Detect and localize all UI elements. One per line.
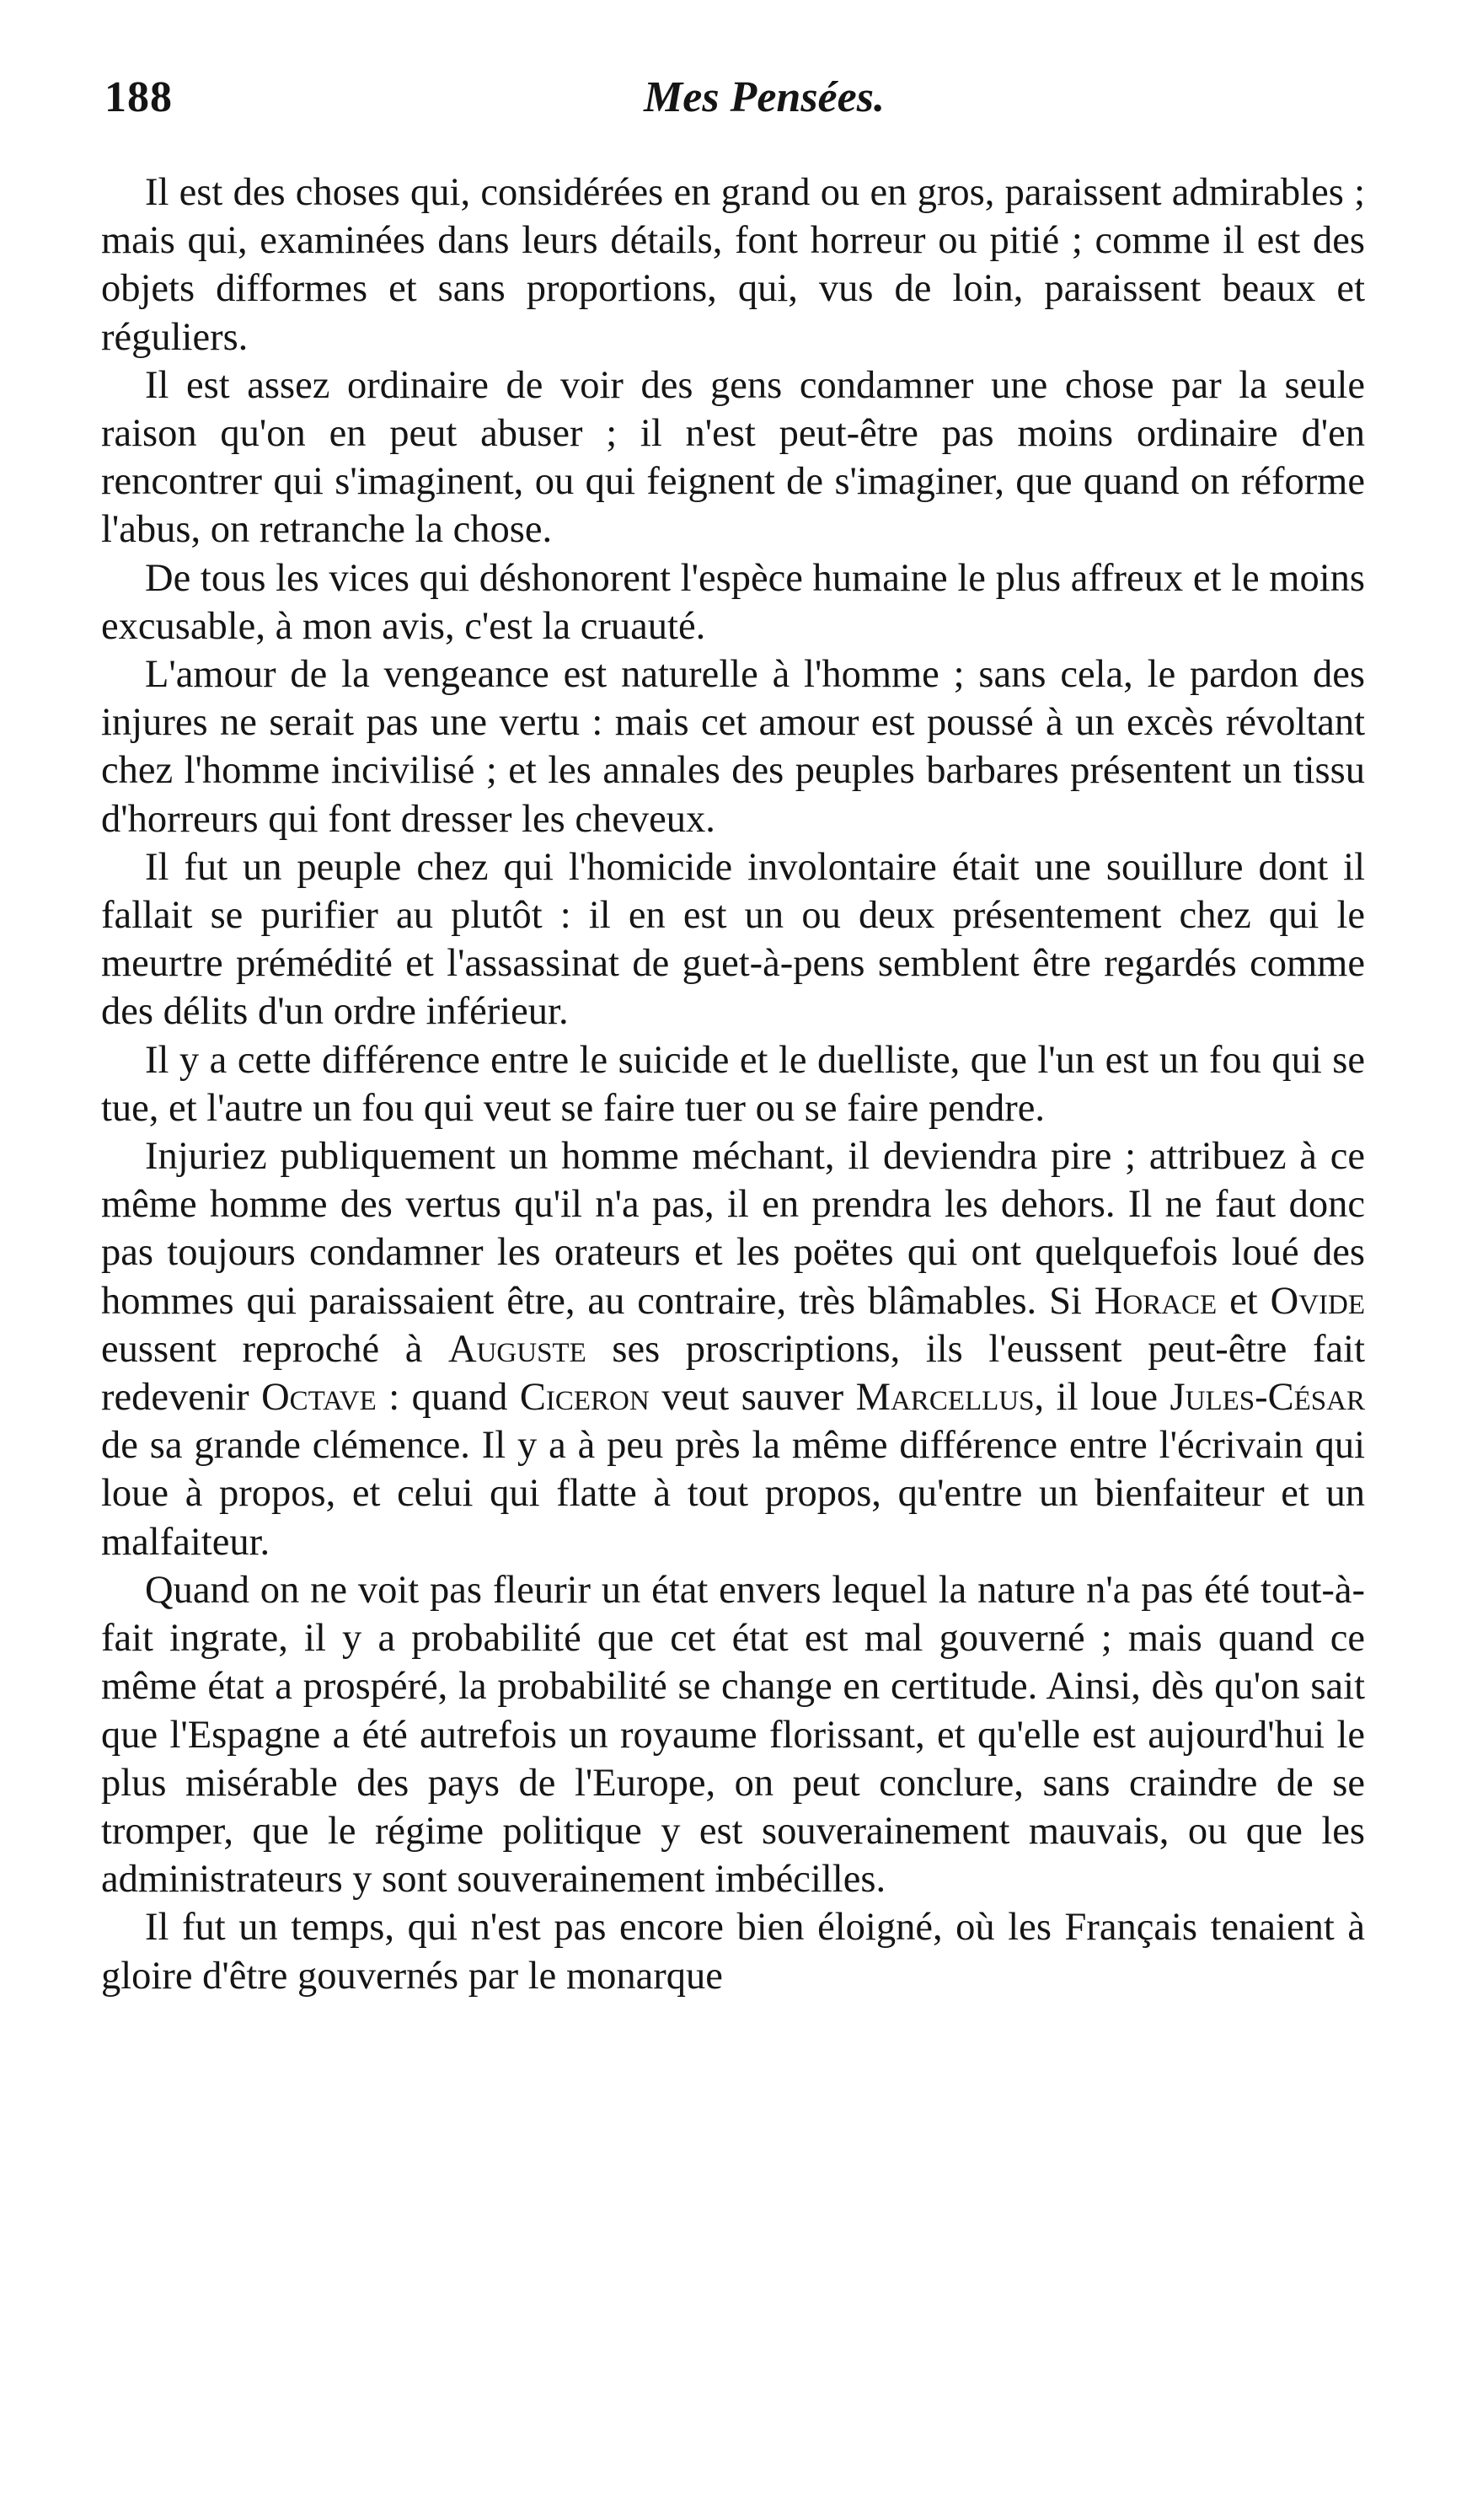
proper-name: Jules-César xyxy=(1170,1376,1365,1420)
paragraph: L'amour de la vengeance est naturelle à l'homme ; sans cela, le pardon des injures ne serait pas une vertu : mais cet amour est poussé à un excès révoltant chez l'homme incivilisé ; et les annales des peuples barbares présentent un tissu d'horreurs qui font dresser les cheveux. xyxy=(101,653,1365,841)
page-number: 188 xyxy=(104,73,173,121)
proper-name: Ciceron xyxy=(519,1376,650,1420)
paragraph: Injuriez publiquement un homme méchant, il deviendra pire ; attribuez à ce même homme des vertus qu'il n'a pas, il en prendra les dehors. Il ne faut donc pas toujours condamner les orateurs et les poëtes qui ont quelquefois loué des hommes qui paraissaient être, au contraire, très blâmables. Si Horace et Ovide eussent reproché à Auguste ses proscriptions, ils l'eussent peut-être fait redevenir Octave : quand Ciceron veut sauver Marcellus, il loue Jules-César de sa grande clémence. Il y a à peu près la même différence entre l'écrivain qui loue à propos, et celui qui flatte à tout propos, qu'entre un bienfaiteur et un malfaiteur. xyxy=(101,1135,1366,1564)
running-title: Mes Pensées. xyxy=(644,73,885,121)
paragraph: Il fut un temps, qui n'est pas encore bien éloigné, où les Français tenaient à gloire d'être gouvernés par le monarque xyxy=(101,1906,1365,1998)
proper-name: Marcellus xyxy=(855,1376,1035,1420)
proper-name: Auguste xyxy=(448,1327,586,1371)
proper-name: Horace xyxy=(1094,1279,1218,1323)
proper-name: Octave xyxy=(261,1376,377,1420)
paragraph: Il y a cette différence entre le suicide et le duelliste, que l'un est un fou qui se tue, et l'autre un fou qui veut se faire tuer ou se faire pendre. xyxy=(101,1038,1365,1130)
paragraph: Quand on ne voit pas fleurir un état envers lequel la nature n'a pas été tout-à-fait ingrate, il y a probabilité que cet état est mal gouverné ; mais quand ce même état a prospéré, la probabilité se change en certitude. Ainsi, dès qu'on sait que l'Espagne a été autrefois un royaume florissant, et qu'elle est aujourd'hui le plus misérable des pays de l'Europe, on peut conclure, sans craindre de se tromper, que le régime politique y est souverainement mauvais, ou que les administrateurs y sont souverainement imbécilles. xyxy=(101,1568,1365,1902)
paragraph: De tous les vices qui déshonorent l'espèce humaine le plus affreux et le moins excusable, à mon avis, c'est la cruauté. xyxy=(101,556,1365,648)
body-text xyxy=(101,169,1365,2000)
paragraph: Il est des choses qui, considérées en grand ou en gros, paraissent admirables ; mais qui, examinées dans leurs détails, font horreur ou pitié ; comme il est des objets difformes et sans proportions, qui, vus de loin, paraissent beaux et réguliers. xyxy=(101,171,1365,359)
paragraph: Il est assez ordinaire de voir des gens condamner une chose par la seule raison qu'on en peut abuser ; il n'est peut-être pas moins ordinaire d'en rencontrer qui s'imaginent, ou qui feignent de s'imaginer, que quand on réforme l'abus, on retranche la chose. xyxy=(101,363,1365,552)
proper-name: Ovide xyxy=(1270,1279,1366,1323)
paragraph: Il fut un peuple chez qui l'homicide involontaire était une souillure dont il fallait se purifier au plutôt : il en est un ou deux présentement chez qui le meurtre prémédité et l'assassinat de guet-à-pens semblent être regardés comme des délits d'un ordre inférieur. xyxy=(101,845,1365,1034)
page-header xyxy=(104,72,1402,131)
